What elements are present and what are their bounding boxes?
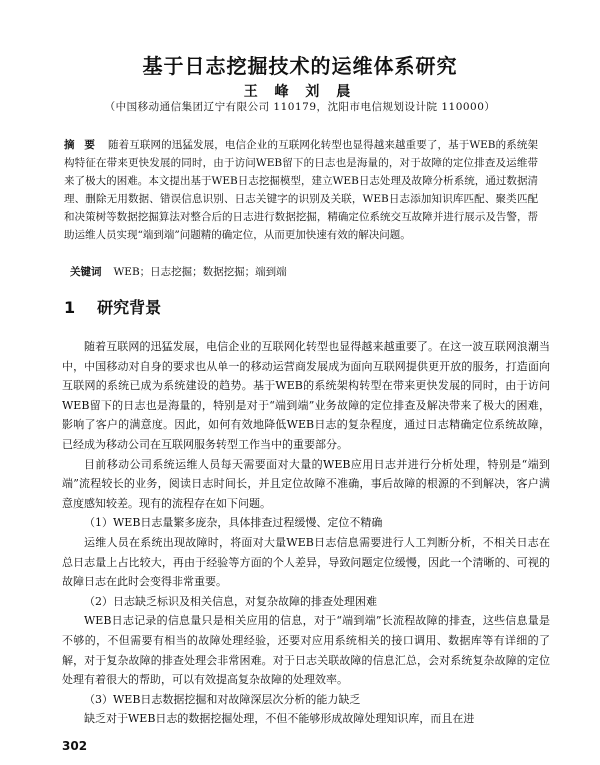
body-text — [62, 337, 550, 729]
affiliation: （中国移动通信集团辽宁有限公司 110179，沈阳市电信规划设计院 110000） — [104, 101, 496, 113]
subheading: （3）WEB日志数据挖掘和对故障深层次分析的能力缺乏 — [84, 692, 361, 706]
keywords — [70, 263, 540, 281]
authors: 王 峰 刘 晨 — [243, 84, 357, 100]
keywords-label: 关键词 — [70, 266, 102, 278]
abstract — [64, 136, 538, 244]
paragraph: 运维人员在系统出现故障时，将面对大量WEB日志信息需要进行人工判断分析，不相关日志在总日志量上占比较大，再由于经验等方面的个人差异，导致问题定位缓慢，因此一个清晰的、可视的故障日志在此时会变得非常重要。 — [62, 535, 550, 589]
paragraph: 随着互联网的迅猛发展，电信企业的互联网化转型也显得越来越重要了。在这一波互联网浪潮当中，中国移动对自身的要求也从单一的移动运营商发展成为面向互联网提供更开放的服务，打造面向互联网的系统已成为系统建设的趋势。基于WEB的系统架构转型在带来更快发展的同时，由于访问WEB留下的日志也是海量的，特别是对于“端到端”业务故障的定位排查及解决带来了极大的困难，影响了客户的满意度。因此，如何有效地降低WEB日志的复杂程度，通过日志精确定位系统故障，已经成为移动公司在互联网服务转型工作当中的重要部分。 — [62, 340, 550, 451]
paragraph: WEB日志记录的信息量只是相关应用的信息，对于“端到端”长流程故障的排查，这些信息量是不够的，不但需要有相当的故障处理经验，还要对应用系统相关的接口调用、数据库等有详细的了解，对于复杂故障的排查处理会非常困难。对于日志关联故障的信息汇总，会对系统复杂故障的定位处理有着很大的帮助，可以有效提高复杂故障的处理效率。 — [62, 614, 550, 687]
keywords-text: WEB；日志挖掘；数据挖掘；端到端 — [113, 266, 287, 278]
section-title: 研究背景 — [97, 298, 162, 317]
paper-title: 基于日志挖掘技术的运维体系研究 — [142, 54, 458, 78]
section-heading — [64, 295, 161, 318]
abstract-label: 摘 要 — [64, 139, 99, 151]
abstract-text: 随着互联网的迅猛发展，电信企业的互联网化转型也显得越来越重要了，基于WEB的系统架构特征在带来更快发展的同时，由于访问WEB留下的日志也是海量的，对于故障的定位排查及运维带来了极大的困难。本文提出基于WEB日志挖掘模型，建立WEB日志处理及故障分析系统，通过数据清理、删除无用数据、错误信息识别、日志关键字的识别及关联，WEB日志添加知识库匹配、聚类匹配和决策树等数据挖掘算法对整合后的日志进行数据挖掘，精确定位系统交互故障并进行展示及告警，帮助运维人员实现“端到端”问题精的确定位，从而更加快速有效的解决问题。 — [64, 139, 539, 241]
subheading: （2）日志缺乏标识及相关信息，对复杂故障的排查处理困难 — [84, 594, 377, 608]
paragraph: 缺乏对于WEB日志的数据挖掘处理，不但不能够形成故障处理知识库，而且在进 — [84, 712, 475, 726]
section-number: 1 — [64, 298, 76, 317]
page-number: 302 — [62, 739, 88, 753]
paragraph: 目前移动公司系统运维人员每天需要面对大量的WEB应用日志并进行分析处理，特别是“端到端”流程较长的业务，阅读日志时间长，并且定位故障不准确，事后故障的根源的不到解决，客户满意度感知较差。现有的流程存在如下问题。 — [62, 457, 550, 510]
subheading: （1）WEB日志量繁多庞杂，具体排查过程缓慢、定位不精确 — [84, 516, 383, 530]
